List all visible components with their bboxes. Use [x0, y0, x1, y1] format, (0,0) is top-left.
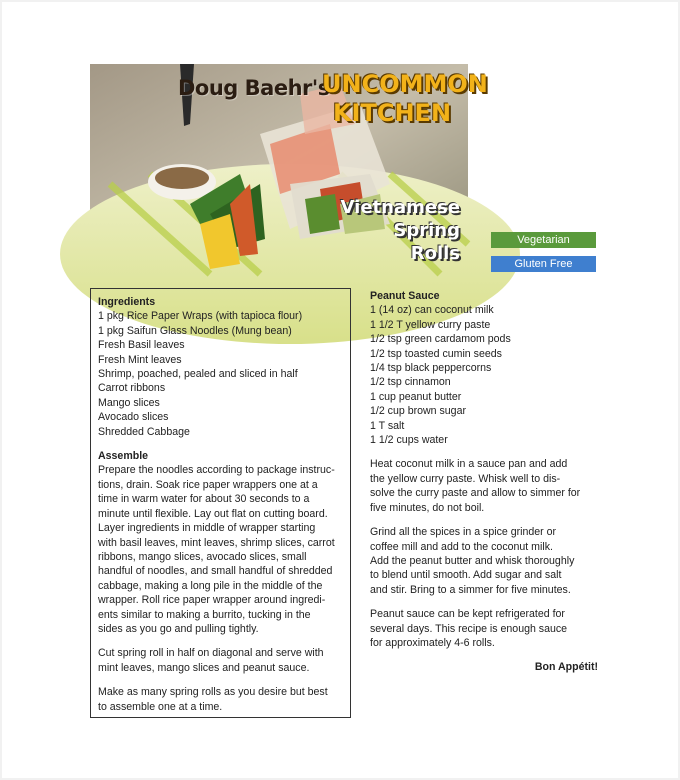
text-line: handful of noodles, and small handful of shredded	[98, 565, 333, 578]
ingredient-item: Shrimp, poached, pealed and sliced in half	[98, 368, 298, 381]
peanut-sauce-heading: Peanut Sauce	[370, 290, 440, 302]
text-line: time in warm water for about 30 seconds to a	[98, 493, 310, 506]
text-line: mint leaves, mango slices and peanut sauce.	[98, 661, 310, 674]
sauce-ingredient-item: 1/2 cup brown sugar	[370, 405, 466, 418]
ingredient-item: 1 pkg Saifun Glass Noodles (Mung bean)	[98, 324, 292, 337]
text-line: Layer ingredients in middle of wrapper starting	[98, 522, 316, 535]
sauce-paragraph	[370, 607, 598, 650]
ingredients-heading: Ingredients	[98, 296, 156, 308]
text-line: for approximately 4-6 rolls.	[370, 636, 495, 649]
ingredient-item: Mango slices	[98, 396, 160, 409]
dish-title	[341, 196, 460, 265]
text-line: Heat coconut milk in a sauce pan and add	[370, 458, 568, 471]
ingredient-item: Shredded Cabbage	[98, 425, 190, 438]
sauce-paragraph	[370, 457, 598, 515]
dish-title-line3: Rolls	[410, 243, 460, 264]
text-line: sides as you go and pulling tightly.	[98, 622, 259, 635]
sauce-ingredient-item: 1/2 tsp cinnamon	[370, 376, 451, 389]
hero-photo	[90, 64, 488, 274]
recipe-page	[2, 2, 678, 778]
sauce-ingredient-item: 1 T salt	[370, 419, 405, 432]
vegetarian-badge: Vegetarian	[491, 232, 596, 248]
assemble-paragraph	[98, 685, 344, 714]
text-line: Make as many spring rolls as you desire but best	[98, 686, 328, 699]
text-line: Prepare the noodles according to package instruc-	[98, 464, 335, 477]
brand-logo-line2: KITCHEN	[332, 99, 452, 127]
text-line: Grind all the spices in a spice grinder or	[370, 526, 557, 539]
dish-title-line2: Spring	[393, 220, 460, 241]
signoff: Bon Appétit!	[534, 661, 598, 674]
ingredients-list	[98, 309, 344, 439]
text-line: Cut spring roll in half on diagonal and serve with	[98, 647, 324, 660]
peanut-sauce-section	[370, 289, 598, 675]
text-line: coffee mill and add to the coconut milk.	[370, 540, 553, 553]
sauce-ingredient-item: 1/2 tsp green cardamom pods	[370, 333, 511, 346]
ingredient-item: Fresh Mint leaves	[98, 353, 182, 366]
assemble-heading: Assemble	[98, 450, 149, 463]
sauce-ingredient-item: 1/4 tsp black peppercorns	[370, 362, 492, 375]
text-line: with basil leaves, mint leaves, shrimp slices, carrot	[98, 536, 335, 549]
text-line: ents similar to making a burrito, tucking in the	[98, 608, 311, 621]
text-line: ribbons, mango slices, avocado slices, small	[98, 550, 307, 563]
sauce-ingredient-item: 1 cup peanut butter	[370, 390, 462, 403]
text-line: the yellow curry paste. Whisk well to dis-	[370, 472, 561, 485]
assemble-paragraph	[98, 463, 344, 636]
sauce-ingredient-item: 1 1/2 T yellow curry paste	[370, 318, 491, 331]
brand-logo	[322, 70, 488, 128]
text-line: solve the curry paste and allow to simmer for	[370, 487, 581, 500]
ingredient-item: Avocado slices	[98, 411, 169, 424]
sauce-ingredient-item: 1 1/2 cups water	[370, 434, 448, 447]
text-line: wrapper. Roll rice paper wrapper around ingredi-	[98, 594, 326, 607]
text-line: to assemble one at a time.	[98, 700, 223, 713]
ingredient-item: Carrot ribbons	[98, 382, 166, 395]
assemble-paragraph	[98, 646, 344, 675]
ingredient-item: Fresh Basil leaves	[98, 339, 185, 352]
text-line: Peanut sauce can be kept refrigerated for	[370, 608, 565, 621]
sauce-ingredient-item: 1/2 tsp toasted cumin seeds	[370, 347, 502, 360]
text-line: five minutes, do not boil.	[370, 501, 485, 514]
peanut-sauce-ingredients	[370, 303, 598, 447]
text-line: several days. This recipe is enough sauce	[370, 622, 568, 635]
text-line: to blend until smooth. Add sugar and salt	[370, 569, 562, 582]
brand-logo-line1: UNCOMMON	[322, 70, 488, 98]
text-line: tions, drain. Soak rice paper wrappers one at a	[98, 478, 318, 491]
text-line: Add the peanut butter and whisk thoroughly	[370, 554, 575, 567]
brand-name: Doug Baehr's	[178, 76, 330, 100]
dish-title-line1: Vietnamese	[340, 197, 460, 218]
text-line: cabbage, making a long pile in the middle of the	[98, 579, 323, 592]
sauce-paragraph	[370, 525, 598, 597]
ingredient-item: 1 pkg Rice Paper Wraps (with tapioca flour)	[98, 310, 303, 323]
text-line: minute until flexible. Lay out flat on cutting board.	[98, 507, 328, 520]
sauce-ingredient-item: 1 (14 oz) can coconut milk	[370, 304, 494, 317]
ingredients-panel	[90, 288, 351, 718]
gluten-free-badge: Gluten Free	[491, 256, 596, 272]
text-line: and stir. Bring to a simmer for five minutes.	[370, 583, 571, 596]
